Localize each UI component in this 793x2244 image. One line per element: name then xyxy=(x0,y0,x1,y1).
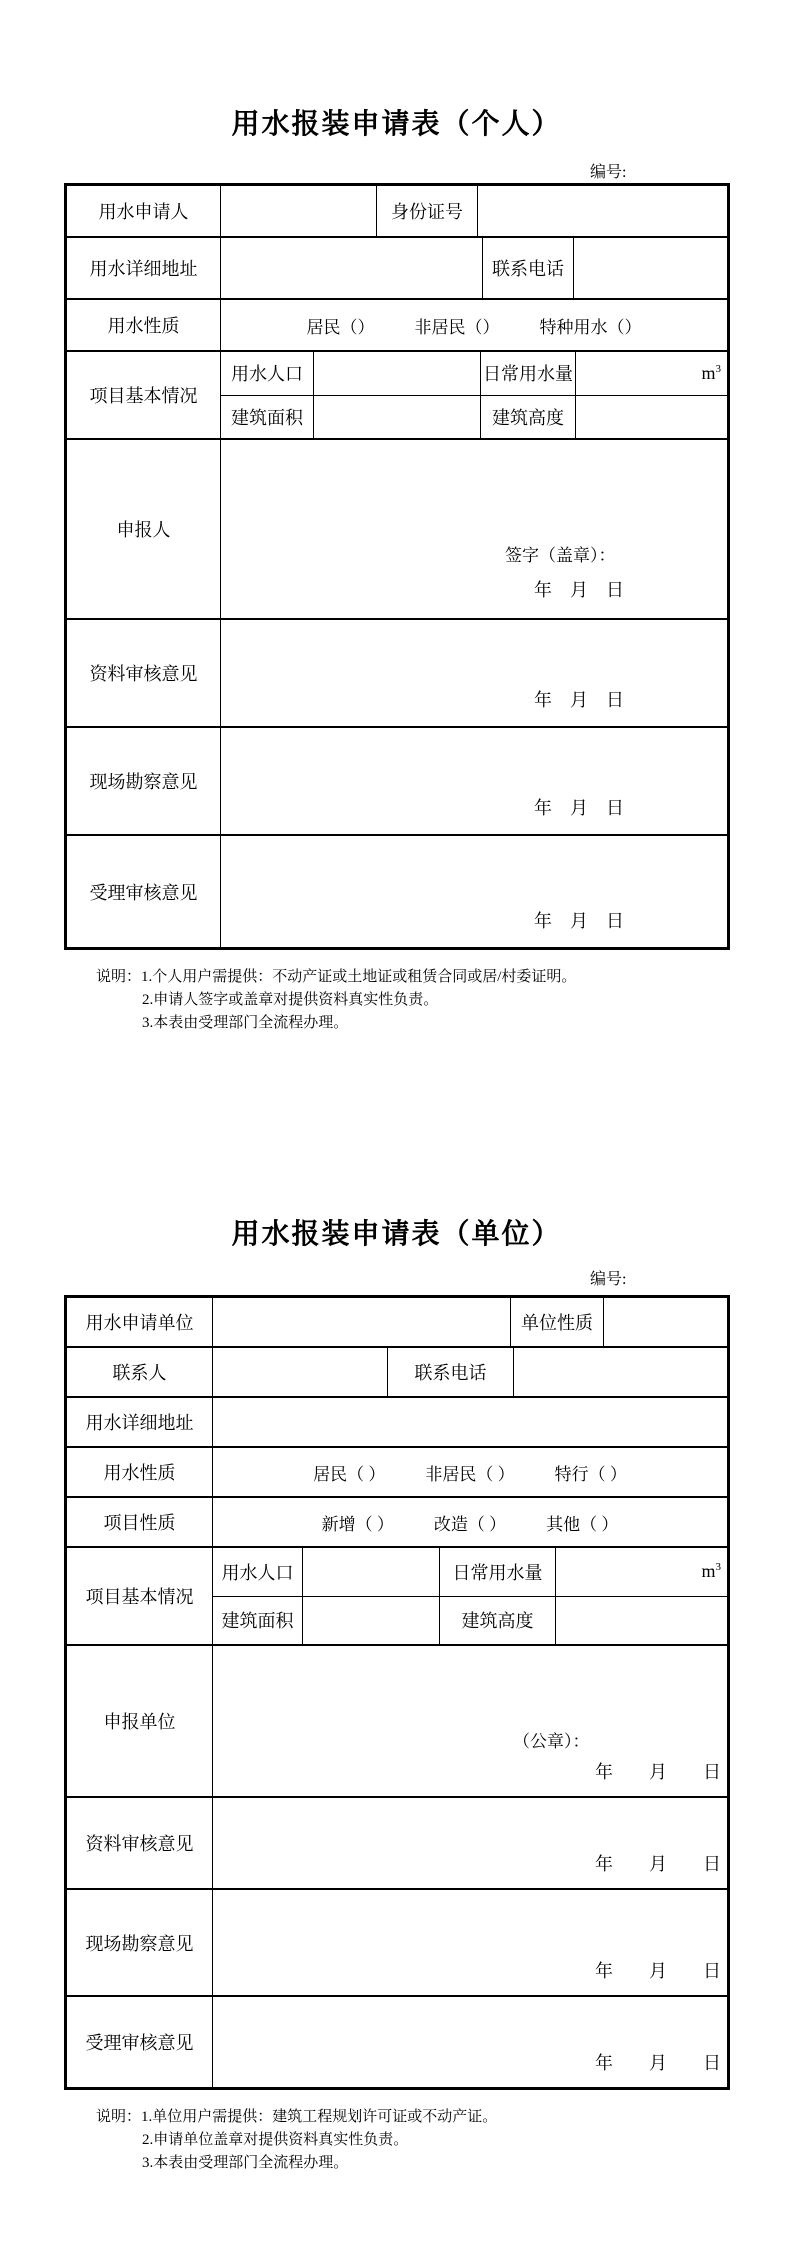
daily-usage-input-cell xyxy=(555,1548,727,1596)
note-line: 说明：1.个人用户需提供：不动产证或土地证或租赁合同或居/村委证明。 xyxy=(96,969,577,985)
note-line: 2.申请人签字或盖章对提供资料真实性负责。 xyxy=(142,992,439,1008)
form2-row-water-nature xyxy=(67,1446,727,1496)
note-line: 3.本表由受理部门全流程办理。 xyxy=(142,2155,349,2171)
form2-row-material-review xyxy=(67,1796,727,1888)
site-survey-date: 年 月 日 xyxy=(534,798,624,818)
id-number-input-cell xyxy=(477,186,727,236)
declarant-org-label: 申报单位 xyxy=(103,1712,176,1732)
seal-date-placeholder: 年 月 日 xyxy=(595,1762,721,1782)
daily-usage-input-cell xyxy=(575,352,727,395)
building-area-label: 建筑面积 xyxy=(212,1597,302,1645)
form1-row-water-nature xyxy=(67,298,727,350)
applicant-input-cell xyxy=(220,186,376,236)
acceptance-review-date: 年 月 日 xyxy=(534,911,624,931)
material-review-date: 年 月 日 xyxy=(595,1854,721,1874)
contact-input-cell xyxy=(212,1348,387,1396)
option-special-industry: 特行（ ） xyxy=(554,1464,627,1484)
daily-usage-label: 日常用水量 xyxy=(480,352,575,395)
acceptance-review-date: 年 月 日 xyxy=(595,2053,721,2073)
phone-input-cell xyxy=(573,238,727,298)
form2-row-applicant-org xyxy=(67,1298,727,1346)
declarant-signature-cell xyxy=(220,440,727,618)
form2-row-project-info xyxy=(67,1546,727,1644)
project-subrow-2 xyxy=(212,1596,727,1645)
project-nature-label: 项目性质 xyxy=(103,1513,176,1533)
form2-row-address xyxy=(67,1396,727,1446)
option-new: 新增（ ） xyxy=(321,1514,394,1534)
form1-table xyxy=(64,183,730,950)
building-area-input-cell xyxy=(313,396,480,439)
water-nature-label: 用水性质 xyxy=(107,316,180,336)
form1-title: 用水报装申请表（个人） xyxy=(231,108,562,139)
project-info-label: 项目基本情况 xyxy=(89,386,198,406)
note-line: 3.本表由受理部门全流程办理。 xyxy=(142,1015,349,1031)
population-label: 用水人口 xyxy=(212,1548,302,1596)
form2-row-acceptance-review xyxy=(67,1995,727,2087)
form1-row-site-survey xyxy=(67,726,727,834)
official-seal-label: （公章）： xyxy=(513,1732,590,1751)
phone-label: 联系电话 xyxy=(482,238,573,298)
building-height-label: 建筑高度 xyxy=(439,1597,555,1645)
form1-row-acceptance-review xyxy=(67,834,727,947)
project-info-grid xyxy=(220,352,727,438)
form1-row-address xyxy=(67,236,727,298)
declarant-label: 申报人 xyxy=(116,520,171,540)
signature-date-placeholder: 年 月 日 xyxy=(534,580,624,600)
population-input-cell xyxy=(313,352,480,395)
form1-row-declarant xyxy=(67,438,727,618)
id-number-label: 身份证号 xyxy=(376,186,477,236)
option-non-resident: 非居民（） xyxy=(414,317,500,337)
building-area-label: 建筑面积 xyxy=(220,396,313,439)
project-info-grid xyxy=(212,1548,727,1644)
form1-serial-label: 编号: xyxy=(590,164,627,181)
org-type-input-cell xyxy=(603,1298,727,1346)
building-height-input-cell xyxy=(555,1597,727,1645)
applicant-org-input-cell xyxy=(212,1298,510,1346)
option-resident: 居民（ ） xyxy=(313,1464,386,1484)
water-nature-options xyxy=(220,300,727,350)
site-survey-label: 现场勘察意见 xyxy=(85,1933,194,1954)
building-area-input-cell xyxy=(302,1597,439,1645)
form2-row-project-nature xyxy=(67,1496,727,1546)
acceptance-review-label: 受理审核意见 xyxy=(89,882,198,903)
cubic-meter-unit: $m^3$ xyxy=(701,362,721,383)
material-review-label: 资料审核意见 xyxy=(89,664,198,684)
org-water-nature-options xyxy=(212,1448,727,1496)
org-type-label: 单位性质 xyxy=(510,1298,603,1346)
site-survey-cell xyxy=(212,1890,727,1995)
form2-serial-label: 编号: xyxy=(590,1271,627,1288)
option-non-resident: 非居民（ ） xyxy=(425,1464,515,1484)
form1-row-material-review xyxy=(67,618,727,726)
project-subrow-1 xyxy=(212,1548,727,1596)
form2-notes xyxy=(96,2106,497,2175)
population-label: 用水人口 xyxy=(220,352,313,395)
contact-label: 联系人 xyxy=(112,1363,167,1383)
note-line: 2.申请单位盖章对提供资料真实性负责。 xyxy=(142,2132,409,2148)
note-line: 说明：1.单位用户需提供：建筑工程规划许可证或不动产证。 xyxy=(96,2109,498,2125)
project-subrow-2 xyxy=(220,395,727,439)
form2-row-contact xyxy=(67,1346,727,1396)
building-height-input-cell xyxy=(575,396,727,439)
acceptance-review-cell xyxy=(212,1997,727,2087)
address-input-cell xyxy=(220,238,482,298)
site-survey-cell xyxy=(220,728,727,834)
contact-phone-label: 联系电话 xyxy=(387,1348,513,1396)
form1-row-applicant xyxy=(67,186,727,236)
building-height-label: 建筑高度 xyxy=(480,396,575,439)
org-water-nature-label: 用水性质 xyxy=(103,1463,176,1483)
acceptance-review-cell xyxy=(220,836,727,947)
material-review-date: 年 月 日 xyxy=(534,690,624,710)
option-other: 其他（ ） xyxy=(546,1514,619,1534)
option-resident: 居民（） xyxy=(306,317,375,337)
population-input-cell xyxy=(302,1548,439,1596)
site-survey-label: 现场勘察意见 xyxy=(89,772,198,792)
org-address-label: 用水详细地址 xyxy=(85,1413,194,1433)
material-review-cell xyxy=(212,1798,727,1888)
signature-seal-label: 签字（盖章）： xyxy=(505,546,616,565)
form1-row-project-info xyxy=(67,350,727,438)
form2-row-site-survey xyxy=(67,1888,727,1995)
declarant-org-seal-cell xyxy=(212,1646,727,1796)
acceptance-review-label: 受理审核意见 xyxy=(85,2033,194,2053)
applicant-label: 用水申请人 xyxy=(98,202,189,222)
daily-usage-label: 日常用水量 xyxy=(439,1548,555,1596)
project-nature-options xyxy=(212,1498,727,1546)
project-subrow-1 xyxy=(220,352,727,395)
form2-table xyxy=(64,1295,730,2090)
address-label: 用水详细地址 xyxy=(89,259,198,279)
material-review-label: 资料审核意见 xyxy=(85,1834,194,1854)
form2-row-declarant-org xyxy=(67,1644,727,1796)
material-review-cell xyxy=(220,620,727,726)
cubic-meter-unit: $m^3$ xyxy=(701,1561,721,1582)
contact-phone-input-cell xyxy=(513,1348,727,1396)
applicant-org-label: 用水申请单位 xyxy=(85,1313,194,1333)
project-info-label: 项目基本情况 xyxy=(85,1587,194,1607)
site-survey-date: 年 月 日 xyxy=(595,1961,721,1981)
form1-notes xyxy=(96,966,576,1035)
form2-title: 用水报装申请表（单位） xyxy=(231,1218,562,1249)
option-rebuild: 改造（ ） xyxy=(433,1514,507,1534)
option-special-water: 特种用水（） xyxy=(539,317,642,337)
org-address-input-cell xyxy=(212,1398,727,1446)
